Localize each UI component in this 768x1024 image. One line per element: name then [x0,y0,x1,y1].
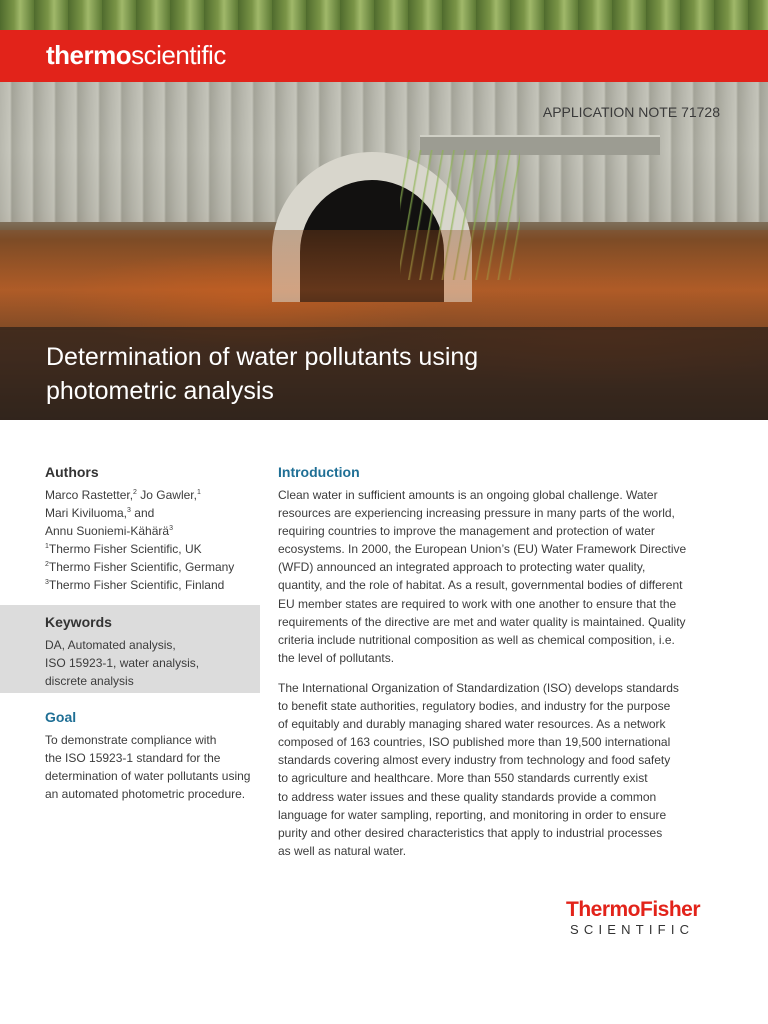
text-line: resources are experiencing increasing pressure in many parts of the world, [278,506,675,521]
text-line: language for water sampling, reporting, and monitoring in order to ensure [278,807,667,822]
application-note-number: APPLICATION NOTE 71728 [542,104,720,120]
affiliation-line: $^1$Thermo Fisher Scientific, UK [45,542,202,556]
brand-thermo: thermo [46,40,132,70]
hero-trees [0,0,768,34]
goal-section [0,708,250,803]
keyword-line: ISO 15923-1, water analysis, [45,656,200,670]
goal-line: To demonstrate compliance with [45,733,217,747]
text-line: composed of 163 countries, ISO published more than 19,500 international [278,735,671,750]
logo-wordmark: ThermoFisher [566,898,701,921]
logo-subtitle: SCIENTIFIC [570,922,695,937]
text-line: purity and other desired characteristics that apply to industrial processes [278,825,663,840]
author-line: Marco Rastetter,$^2$ Jo Gawler,$^1$ [45,488,201,502]
introduction-paragraph-2 [278,679,723,860]
text-line: to benefit state authorities, regulatory bodies, and industry for the purpose [278,699,671,714]
authors-heading: Authors [45,464,99,480]
text-line: ecosystems. In 2000, the European Union’s (EU) Water Framework Directive [278,542,687,557]
author-line: Annu Suoniemi-Kähärä$^3$ [45,524,173,538]
keyword-line: discrete analysis [45,674,134,688]
affiliation-line: $^2$Thermo Fisher Scientific, Germany [45,560,235,574]
brand-scientific: scientific [131,40,226,70]
text-line: Clean water in sufficient amounts is an ongoing global challenge. Water [278,488,658,502]
introduction-paragraph-1 [278,486,723,667]
thermo-scientific-logo [46,40,226,71]
authors-list [45,486,234,594]
text-line: requiring countries to improve the management and protection of water [278,524,655,539]
text-line: (WFD) announced an integrated approach to protecting water quality, [278,560,646,575]
keyword-line: DA, Automated analysis, [45,638,176,652]
main-column [278,463,723,872]
text-line: to address water issues and these quality standards provide a common [278,789,657,804]
hero-photo [0,0,768,420]
goal-line: determination of water pollutants using [45,769,251,783]
title-line: photometric analysis [46,377,274,405]
keywords-section [0,605,260,690]
keywords-list [45,636,260,690]
document-title [46,340,606,408]
text-line: requirements of the directive are met and water quality is maintained. Quality [278,614,686,629]
goal-line: an automated photometric procedure. [45,787,246,801]
keywords-heading: Keywords [45,614,112,630]
text-line: The International Organization of Standardization (ISO) develops standards [278,680,679,695]
text-line: quantity, and the role of habitat. As a result, governmental bodies of different [278,578,683,593]
authors-section [0,463,234,594]
title-line: Determination of water pollutants using [46,343,479,371]
text-line: as well as natural water. [278,843,407,858]
hero-polluted-water [0,230,768,330]
text-line: to agriculture and healthcare. More than 550 standards currently exist [278,771,648,786]
goal-line: the ISO 15923-1 standard for the [45,751,221,765]
thermo-fisher-logo [566,898,726,938]
introduction-heading: Introduction [278,464,360,480]
goal-heading: Goal [45,709,77,725]
text-line: of equitably and durably managing shared water resources. As a network [278,717,666,732]
title-band [0,327,768,420]
text-line: the level of pollutants. [278,650,395,665]
author-line: Mari Kiviluoma,$^3$ and [45,506,155,520]
text-line: criteria include nutritional composition as well as chemical composition, i.e. [278,632,675,647]
brand-bar [0,30,768,82]
goal-text [45,731,250,803]
keywords-box [0,605,260,693]
text-line: EU member states are required to work with one another to ensure that the [278,596,677,611]
affiliation-line: $^3$Thermo Fisher Scientific, Finland [45,578,225,592]
text-line: standards covering almost every industry from technology and food safety [278,753,671,768]
